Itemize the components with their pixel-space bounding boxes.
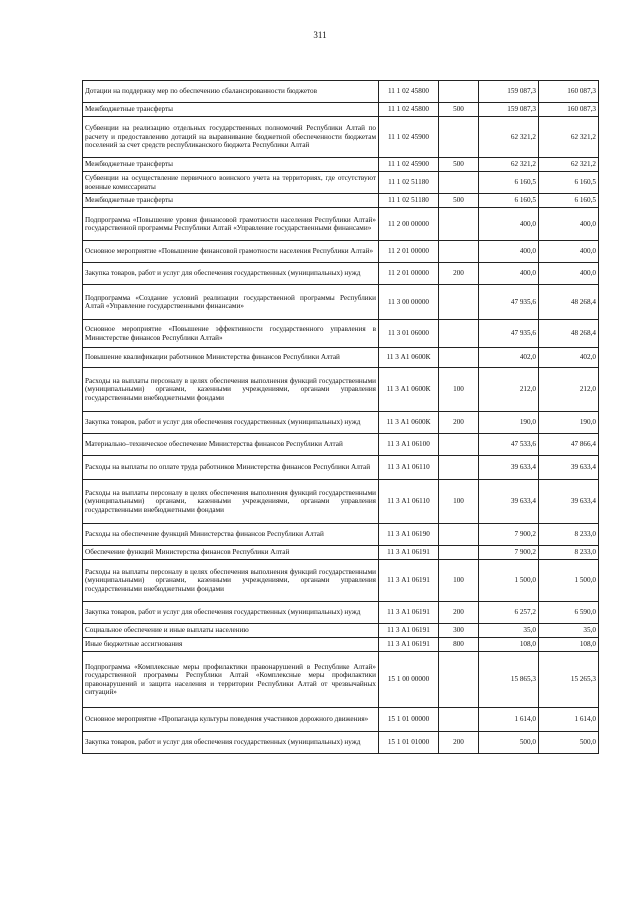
- cell-type: [439, 241, 479, 263]
- table-row: [83, 708, 599, 732]
- cell-code: 11 3 А1 0600К: [379, 412, 439, 434]
- cell-v2: 212,0: [539, 368, 599, 412]
- cell-type: 800: [439, 638, 479, 652]
- cell-type: 300: [439, 624, 479, 638]
- cell-code: 11 3 А1 06191: [379, 602, 439, 624]
- cell-type: [439, 285, 479, 320]
- cell-name: Межбюджетные трансферты: [83, 158, 379, 172]
- cell-name: Материально–техническое обеспечение Министерства финансов Республики Алтай: [83, 434, 379, 456]
- cell-v1: 47 935,6: [479, 320, 539, 348]
- cell-v2: 1 500,0: [539, 560, 599, 602]
- cell-code: 15 1 00 00000: [379, 652, 439, 708]
- cell-v1: 15 865,3: [479, 652, 539, 708]
- cell-v1: 108,0: [479, 638, 539, 652]
- table-row: [83, 434, 599, 456]
- cell-v2: 62 321,2: [539, 117, 599, 158]
- cell-v1: 39 633,4: [479, 456, 539, 480]
- cell-code: 11 3 А1 06191: [379, 638, 439, 652]
- cell-code: 11 1 02 45900: [379, 117, 439, 158]
- table-row: [83, 732, 599, 754]
- cell-type: [439, 546, 479, 560]
- cell-v2: 400,0: [539, 263, 599, 285]
- table-row: [83, 172, 599, 194]
- cell-name: Расходы на выплаты персоналу в целях обеспечения выполнения функций государственными (муниципальными) органами, казенными учреждениями, органами управления государственными внебюджетными фондами: [83, 480, 379, 524]
- cell-v1: 47 935,6: [479, 285, 539, 320]
- cell-v1: 500,0: [479, 732, 539, 754]
- cell-v2: 48 268,4: [539, 320, 599, 348]
- cell-code: 11 3 А1 06100: [379, 434, 439, 456]
- cell-v2: 35,0: [539, 624, 599, 638]
- cell-name: Закупка товаров, работ и услуг для обеспечения государственных (муниципальных) нужд: [83, 412, 379, 434]
- cell-code: 11 3 А1 06191: [379, 560, 439, 602]
- cell-v2: 15 265,3: [539, 652, 599, 708]
- cell-v2: 6 590,0: [539, 602, 599, 624]
- cell-v1: 35,0: [479, 624, 539, 638]
- table-row: [83, 208, 599, 241]
- table-row: [83, 652, 599, 708]
- cell-name: Межбюджетные трансферты: [83, 103, 379, 117]
- page-number: 311: [313, 30, 327, 40]
- cell-v1: 159 087,3: [479, 81, 539, 103]
- cell-v2: 160 087,3: [539, 103, 599, 117]
- cell-name: Основное мероприятие «Повышение финансовой грамотности населения Республики Алтай»: [83, 241, 379, 263]
- cell-v2: 400,0: [539, 241, 599, 263]
- cell-type: 500: [439, 194, 479, 208]
- cell-code: 15 1 01 00000: [379, 708, 439, 732]
- cell-code: 11 2 01 00000: [379, 241, 439, 263]
- cell-code: 11 1 02 45800: [379, 103, 439, 117]
- cell-code: 11 3 А1 06191: [379, 624, 439, 638]
- cell-v1: 39 633,4: [479, 480, 539, 524]
- cell-code: 11 1 02 51180: [379, 194, 439, 208]
- cell-v2: 62 321,2: [539, 158, 599, 172]
- cell-code: 11 3 А1 06191: [379, 546, 439, 560]
- cell-type: 100: [439, 480, 479, 524]
- cell-code: 11 3 А1 0600К: [379, 368, 439, 412]
- cell-type: [439, 117, 479, 158]
- cell-v2: 160 087,3: [539, 81, 599, 103]
- budget-table: [82, 80, 599, 754]
- cell-v1: 400,0: [479, 263, 539, 285]
- cell-v1: 6 257,2: [479, 602, 539, 624]
- cell-name: Основное мероприятие «Пропаганда культуры поведения участников дорожного движения»: [83, 708, 379, 732]
- cell-v1: 159 087,3: [479, 103, 539, 117]
- cell-name: Расходы на выплаты персоналу в целях обеспечения выполнения функций государственными (муниципальными) органами, казенными учреждениями, органами управления государственными внебюджетными фондами: [83, 368, 379, 412]
- cell-code: 11 3 А1 0600К: [379, 348, 439, 368]
- cell-type: 100: [439, 560, 479, 602]
- table-row: [83, 285, 599, 320]
- cell-type: [439, 652, 479, 708]
- cell-type: 500: [439, 158, 479, 172]
- cell-code: 11 2 00 00000: [379, 208, 439, 241]
- cell-type: 200: [439, 602, 479, 624]
- cell-code: 11 3 А1 06110: [379, 480, 439, 524]
- table-row: [83, 638, 599, 652]
- table-row: [83, 194, 599, 208]
- cell-type: [439, 172, 479, 194]
- cell-v2: 8 233,0: [539, 546, 599, 560]
- cell-name: Подпрограмма «Создание условий реализации государственной программы Республики Алтай «Управление государственными финансами»: [83, 285, 379, 320]
- cell-v1: 190,0: [479, 412, 539, 434]
- cell-type: 500: [439, 103, 479, 117]
- cell-type: [439, 456, 479, 480]
- cell-code: 11 3 А1 06110: [379, 456, 439, 480]
- cell-v2: 8 233,0: [539, 524, 599, 546]
- cell-name: Расходы на выплаты персоналу в целях обеспечения выполнения функций государственными (муниципальными) органами, казенными учреждениями, органами управления государственными внебюджетными фондами: [83, 560, 379, 602]
- cell-name: Дотации на поддержку мер по обеспечению сбалансированности бюджетов: [83, 81, 379, 103]
- cell-name: Иные бюджетные ассигнования: [83, 638, 379, 652]
- table-row: [83, 560, 599, 602]
- cell-name: Подпрограмма «Комплексные меры профилактики правонарушений в Республике Алтай» государственной программы Республики Алтай «Комплексные меры профилактики правонарушений и защита населения и территории Республики Алтай от чрезвычайных ситуаций»: [83, 652, 379, 708]
- cell-v1: 402,0: [479, 348, 539, 368]
- cell-v1: 6 160,5: [479, 172, 539, 194]
- cell-v2: 402,0: [539, 348, 599, 368]
- table-row: [83, 81, 599, 103]
- cell-v1: 47 533,6: [479, 434, 539, 456]
- cell-v2: 400,0: [539, 208, 599, 241]
- cell-name: Повышение квалификации работников Министерства финансов Республики Алтай: [83, 348, 379, 368]
- cell-name: Подпрограмма «Повышение уровня финансовой грамотности населения Республики Алтай» государственной программы Республики Алтай «Управление государственными финансами»: [83, 208, 379, 241]
- cell-type: 200: [439, 412, 479, 434]
- cell-type: [439, 348, 479, 368]
- cell-type: [439, 524, 479, 546]
- table-row: [83, 546, 599, 560]
- cell-name: Расходы на обеспечение функций Министерства финансов Республики Алтай: [83, 524, 379, 546]
- table-row: [83, 158, 599, 172]
- cell-v2: 6 160,5: [539, 172, 599, 194]
- cell-code: 11 3 А1 06190: [379, 524, 439, 546]
- cell-v1: 1 500,0: [479, 560, 539, 602]
- table-row: [83, 412, 599, 434]
- table-row: [83, 480, 599, 524]
- cell-v2: 108,0: [539, 638, 599, 652]
- cell-code: 11 3 00 00000: [379, 285, 439, 320]
- cell-code: 15 1 01 01000: [379, 732, 439, 754]
- cell-v2: 39 633,4: [539, 480, 599, 524]
- cell-v2: 48 268,4: [539, 285, 599, 320]
- cell-v1: 7 900,2: [479, 524, 539, 546]
- table-row: [83, 368, 599, 412]
- cell-v1: 62 321,2: [479, 158, 539, 172]
- cell-v1: 1 614,0: [479, 708, 539, 732]
- cell-name: Закупка товаров, работ и услуг для обеспечения государственных (муниципальных) нужд: [83, 263, 379, 285]
- table-row: [83, 524, 599, 546]
- cell-v2: 1 614,0: [539, 708, 599, 732]
- cell-v1: 400,0: [479, 241, 539, 263]
- cell-type: [439, 81, 479, 103]
- table-row: [83, 103, 599, 117]
- cell-type: [439, 708, 479, 732]
- cell-v1: 7 900,2: [479, 546, 539, 560]
- cell-name: Межбюджетные трансферты: [83, 194, 379, 208]
- cell-name: Обеспечение функций Министерства финансов Республики Алтай: [83, 546, 379, 560]
- cell-v2: 190,0: [539, 412, 599, 434]
- table-row: [83, 320, 599, 348]
- table-row: [83, 117, 599, 158]
- cell-name: Субвенции на реализацию отдельных государственных полномочий Республики Алтай по расчету и предоставлению дотаций на выравнивание бюджетной обеспеченности бюджетам поселений за счет средств республиканского бюджета Республики Алтай: [83, 117, 379, 158]
- table-row: [83, 602, 599, 624]
- cell-name: Закупка товаров, работ и услуг для обеспечения государственных (муниципальных) нужд: [83, 602, 379, 624]
- cell-code: 11 3 01 06000: [379, 320, 439, 348]
- cell-name: Расходы на выплаты по оплате труда работников Министерства финансов Республики Алтай: [83, 456, 379, 480]
- table-row: [83, 241, 599, 263]
- cell-code: 11 2 01 00000: [379, 263, 439, 285]
- cell-v1: 62 321,2: [479, 117, 539, 158]
- cell-v2: 39 633,4: [539, 456, 599, 480]
- table-row: [83, 263, 599, 285]
- cell-v1: 212,0: [479, 368, 539, 412]
- cell-name: Социальное обеспечение и иные выплаты населению: [83, 624, 379, 638]
- table-row: [83, 456, 599, 480]
- cell-type: [439, 320, 479, 348]
- cell-code: 11 1 02 45900: [379, 158, 439, 172]
- cell-v1: 6 160,5: [479, 194, 539, 208]
- cell-name: Основное мероприятие «Повышение эффективности государственного управления в Министерстве финансов Республики Алтай»: [83, 320, 379, 348]
- cell-code: 11 1 02 51180: [379, 172, 439, 194]
- cell-type: 100: [439, 368, 479, 412]
- cell-name: Субвенции на осуществление первичного воинского учета на территориях, где отсутствуют военные комиссариаты: [83, 172, 379, 194]
- cell-code: 11 1 02 45800: [379, 81, 439, 103]
- cell-v2: 500,0: [539, 732, 599, 754]
- cell-v1: 400,0: [479, 208, 539, 241]
- cell-type: 200: [439, 732, 479, 754]
- table-row: [83, 624, 599, 638]
- cell-type: 200: [439, 263, 479, 285]
- cell-v2: 6 160,5: [539, 194, 599, 208]
- cell-v2: 47 866,4: [539, 434, 599, 456]
- cell-name: Закупка товаров, работ и услуг для обеспечения государственных (муниципальных) нужд: [83, 732, 379, 754]
- table-row: [83, 348, 599, 368]
- cell-type: [439, 208, 479, 241]
- cell-type: [439, 434, 479, 456]
